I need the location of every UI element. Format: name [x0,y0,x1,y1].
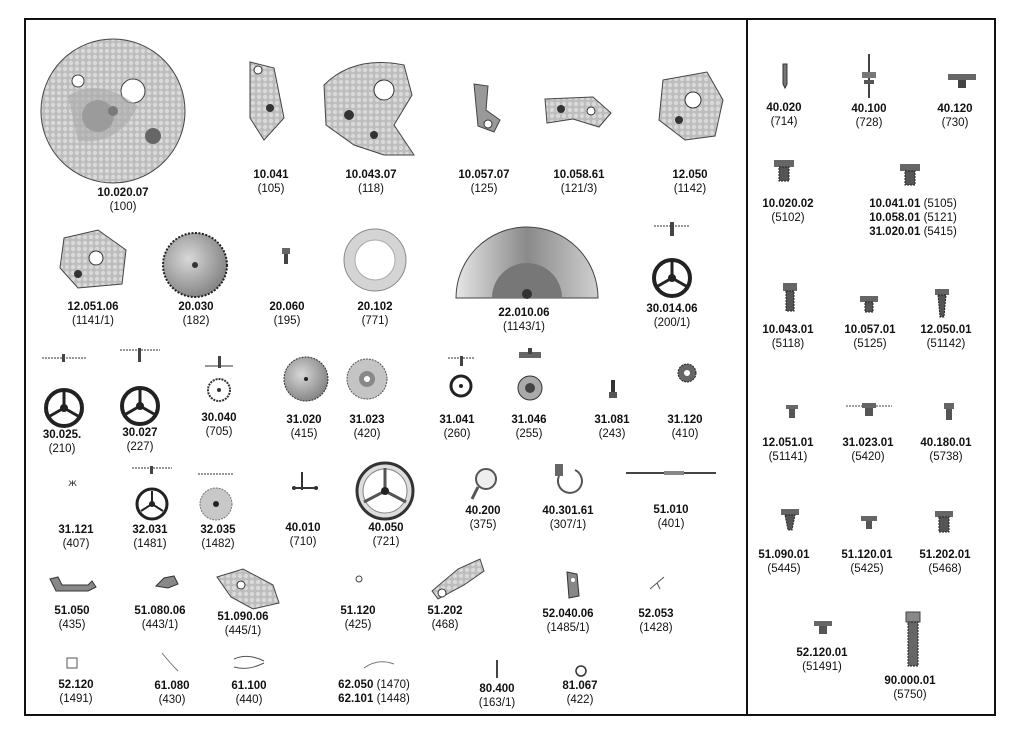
screw-5118-image [781,281,799,313]
lever-125-image [466,80,506,135]
fork-710-image [290,470,320,496]
part-label: 12.050.01 (51142) [920,324,972,350]
screw-51491-image [813,620,833,636]
pin-714-image [780,62,790,90]
part-label: 12.050 (1142) [672,169,708,195]
screw-5750-image [902,610,924,668]
part-label: 32.035 (1482) [200,524,236,550]
part-label: 51.120.01 (5425) [841,549,893,575]
part-label: 10.020.02 (5102) [762,198,814,224]
part-label: 10.043.07 (118) [345,169,397,195]
part-label: 31.081 (243) [594,414,630,440]
part-label: 61.080 (430) [154,680,190,706]
screw-5105-image [898,162,922,188]
barrel-182-image [161,231,229,299]
mainspring-771-image [342,227,408,293]
ring-422-image [574,664,588,678]
part-label: 80.400 (163/1) [478,683,516,709]
part-label: 52.040.06 (1485/1) [542,608,594,634]
part-label: 30.027 (227) [122,427,158,453]
part-label: 20.060 (195) [269,301,305,327]
wheel-705-image [201,352,237,404]
screw-51141-image [785,404,799,420]
part-label: 90.000.01 (5750) [884,675,936,701]
screws-column-divider [746,18,748,716]
screw-5125-image [858,294,880,314]
part-label: 30.040 (705) [201,412,237,438]
part-label: 40.180.01 (5738) [920,437,972,463]
part-label: 40.120 (730) [937,103,973,129]
part-label: 51.090.01 (5445) [758,549,810,575]
plate-1142-image [655,70,725,142]
lever-445-1-image [213,567,283,611]
part-label: 20.030 (182) [178,301,214,327]
screw-5420-image [844,402,894,418]
wheel-255-image [515,346,545,404]
part-label-group: 62.050 (1470) 62.101 (1448) [338,679,410,705]
bridge-105-image [244,58,288,143]
part-label: 10.057.07 (125) [458,169,510,195]
part-label: 52.120.01 (51491) [796,647,848,673]
pinion-407-image [68,477,84,487]
part-label: 31.041 (260) [439,414,475,440]
screw-730-image [946,72,978,90]
pin-163-1-image [494,660,500,680]
part-label: 12.051.06 (1141/1) [67,301,119,327]
part-label: 40.050 (721) [368,522,404,548]
pinion-410-image [676,362,698,384]
part-label: 12.051.01 (51141) [762,437,814,463]
part-label: 51.090.06 (445/1) [217,611,269,637]
spring-1428-image [648,575,666,591]
lever-468-image [428,555,488,601]
svg-text:ж: ж [68,478,78,489]
part-label: 81.067 (422) [562,680,598,706]
screw-51142-image [933,287,951,319]
ring-375-image [470,467,502,501]
part-label: 40.010 (710) [285,522,321,548]
part-label: 40.020 (714) [766,102,802,128]
part-label: 40.200 (375) [465,505,501,531]
rotor-1143-1-image [452,222,602,302]
part-label: 51.050 (435) [54,605,90,631]
bridge-121-3-image [543,95,613,130]
stud-307-1-image [553,462,585,498]
part-label: 51.202 (468) [427,605,463,631]
pinion-243-image [608,380,618,400]
spring-425-image [353,574,365,584]
wheel-1481-image [130,464,174,524]
part-label: 51.010 (401) [653,504,689,530]
part-label: 51.080.06 (443/1) [134,605,186,631]
staff-728-image [858,54,880,98]
part-label: 51.202.01 (5468) [919,549,971,575]
spring-430-image [160,651,180,673]
part-label: 30.025. (210) [42,429,82,455]
arbor-195-image [279,246,293,266]
part-label: 20.102 (771) [357,301,393,327]
wheel-210-image [40,352,88,428]
lever-435-image [48,575,98,593]
part-label: 10.058.61 (121/3) [553,169,605,195]
jumper-1491-image [64,655,80,671]
part-label: 10.043.01 (5118) [762,324,814,350]
plate-1141-1-image [58,228,128,290]
wheel-260-image [446,354,476,398]
part-label: 52.053 (1428) [638,608,674,634]
part-label: 32.031 (1481) [132,524,168,550]
main-plate-image [38,36,188,186]
part-label: 31.023 (420) [349,414,385,440]
part-label: 31.023.01 (5420) [842,437,894,463]
part-label: 61.100 (440) [231,680,267,706]
wheel-415-image [282,355,330,403]
screw-5468-image [934,510,954,534]
screw-5738-image [943,402,955,422]
balance-721-image [354,460,416,522]
wheel-1482-image [196,470,236,524]
lever-443-1-image [154,574,180,590]
spring-440-image [232,655,266,671]
bridge-118-image [314,55,419,165]
wheel-420-image [344,356,390,402]
spring-1470-image [362,658,396,672]
part-label-group: 10.041.01 (5105) 10.058.01 (5121) 31.020.01 (5415) [869,198,957,238]
part-label: 51.120 (425) [340,605,376,631]
part-label: 31.046 (255) [511,414,547,440]
lever-1485-1-image [563,570,583,600]
wheel-227-image [116,346,164,428]
part-label: 10.041 (105) [253,169,289,195]
stem-401-image [624,468,718,478]
part-label: 40.100 (728) [851,103,887,129]
screw-5425-image [860,515,878,531]
part-label: 10.020.07 (100) [97,187,149,213]
screw-5445-image [780,508,800,532]
part-label: 31.120 (410) [667,414,703,440]
center-wheel-200-1-image [650,220,694,300]
part-label: 52.120 (1491) [58,679,94,705]
part-label: 22.010.06 (1143/1) [498,307,550,333]
part-label: 10.057.01 (5125) [844,324,896,350]
part-label: 31.121 (407) [58,524,94,550]
part-label: 31.020 (415) [286,414,322,440]
part-label: 30.014.06 (200/1) [646,303,698,329]
part-label: 40.301.61 (307/1) [542,505,594,531]
screw-5102-image [772,158,796,184]
